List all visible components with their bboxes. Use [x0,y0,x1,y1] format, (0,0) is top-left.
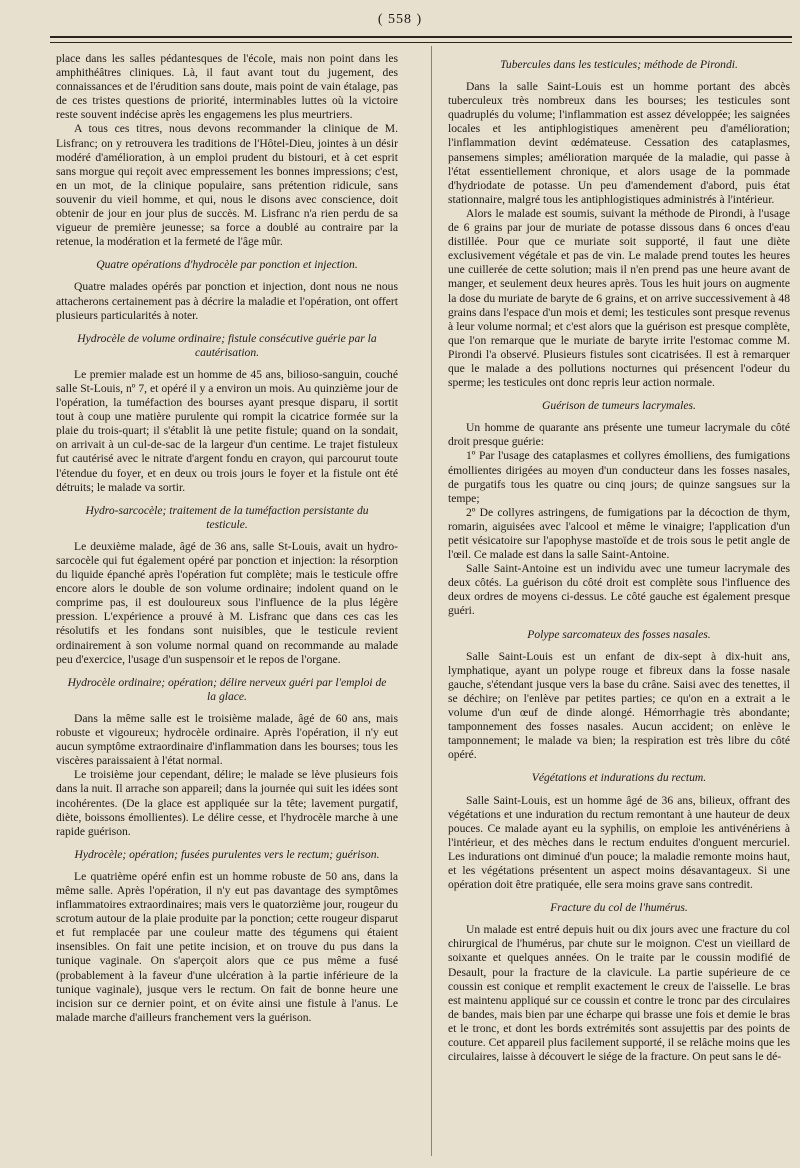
section-heading: Hydro-sarcocèle; traitement de la tuméfaction persistante du testicule. [85,503,369,531]
section-heading: Quatre opérations d'hydrocèle par ponction et injection. [96,258,358,272]
paragraph: Quatre malades opérés par ponction et injection, dont nous ne nous attacherons certainement pas à décrire la maladie et l'opération, ont offert plusieurs particularités à noter. [56,280,398,322]
paragraph: Le deuxième malade, âgé de 36 ans, salle St-Louis, avait un hydro-sarcocèle qui fut également opéré par ponction et injection: la résorption du liquide épanché après l'opération fut complète; mais le testicule offre encore alors le double de son volume ordinaire; indolent quand on le comprime pas, il est douloureux sous l'influence de la plus légère pression. L'expérience a prouvé à M. Lisfranc que dans ces cas les résolutifs et les fondans sont nuisibles, que le testicule revient ordinairement à son volume normal quand on recommande au malade peu d'exercice, l'usage d'un suspensoir et le repos de l'organe. [56,539,398,666]
paragraph: Dans la salle Saint-Louis est un homme portant des abcès tuberculeux très nombreux dans les bourses; les testicules sont quadruplés du volume; l'inflammation est assez développée; les saignées locales et les antiphlogistiques amenèrent peu d'amélioration; l'inflammation devint œdémateuse. Cessation des cataplasmes, pansemens simples; amélioration marquée de la maladie, qui passe à l'état essentiellement chronique, et alors usage de la pommade d'hydriodate de potasse. Un peu d'amendement d'abord, puis état stationnaire, malgré tous les antiphlogistiques administrés à l'intérieur. [448,80,790,206]
section-heading: Polype sarcomateux des fosses nasales. [527,627,711,641]
right-column [448,52,790,1156]
paragraph: Dans la même salle est le troisième malade, âgé de 60 ans, mais robuste et vigoureux; hydrocèle ordinaire. Après l'opération, il n'y eut aucun symptôme extraordinaire d'inflammation dans les bourses; tous les viscères paraissaient à l'état normal. [56,711,398,768]
header-rule [50,36,792,43]
paragraph: Un malade est entré depuis huit ou dix jours avec une fracture du col chirurgical de l'humérus, par chute sur le moignon. C'est un vieillard de soixante et quelques années. On le traite par le coussin modifié de Desault, pour la fracture de la clavicule. La partie supérieure de ce coussin est conique et remplit exactement le creux de l'aisselle. Le bras est maintenu appliqué sur ce coussin et contre le tronc par des circulaires de bandes, mais bien par une écharpe qui brasse une fois et demie le bras et le tronc, et dont les bords extrémités sont assujettis par des points de couture. Cet appareil plus facilement supporté, il se relâche moins que les circulaires, laisse à découvert le siége de la fracture. On peut sans le dé- [448,923,790,1064]
section-heading: Tubercules dans les testicules; méthode de Pirondi. [500,58,738,71]
section-heading: Hydrocèle de volume ordinaire; fistule consécutive guérie par la cautérisation. [77,331,377,359]
section-heading: Hydrocèle; opération; fusées purulentes vers le rectum; guérison. [74,847,380,861]
section-heading: Végétations et indurations du rectum. [531,771,707,785]
paragraph: Un homme de quarante ans présente une tumeur lacrymale du côté droit presque guérie: [448,421,790,449]
page-number: ( 558 ) [377,12,423,27]
paragraph: A tous ces titres, nous devons recommander la clinique de M. Lisfranc; on y retrouvera les traditions de l'Hôtel-Dieu, jointes à un désir modéré d'amélioration, à un emploi prudent du bistouri, et à cet esprit sans morgue qui reçoit avec empressement les bonnes impressions; c'est, en un mot, de la clinique populaire, sans prétention ridicule, sans souvenir du vieil homme, et qui, nous le disons avec conscience, doit obtenir de jour en jour plus de succès. M. Lisfranc n'a rien perdu de sa vigueur de première jeunesse; sa force a doublé au contraire par la retenue, la modération et la fermeté de l'âge mûr. [56,122,398,249]
paragraph: Alors le malade est soumis, suivant la méthode de Pirondi, à l'usage de 6 grains par jour de muriate de potasse dissous dans 6 onces d'eau distillée. Pour que ce muriate soit supporté, il faut une diète exclusivement végétale et pas de vin. Le malade prend toutes les heures une cuillerée de cette solution; mais il n'en prend pas une heure avant de manger, et seulement deux heures après. Tous les huit jours on augmente la dose du muriate de baryte de 6 grains, et on arrive successivement à 48 grains dans l'espace d'un mois et demi; les testicules sont presque revenus à leur volume normal; et c'est alors que la guérison est presque complète, que l'on remarque que le muriate de baryte irrite l'estomac comme M. Pirondi l'a observé. Plusieurs fistules sont cicatrisées. Il est à remarquer que le malade a des pollutions nocturnes qui présencent l'odeur du sperme; les testicules ont donc repris leur action normale. [448,206,790,390]
paragraph: Le premier malade est un homme de 45 ans, bilioso-sanguin, couché salle St-Louis, nº 7, et opéré il y a environ un mois. Au quinzième jour de l'opération, la tuméfaction des bourses ayant presque disparu, il sortit tout à coup une matière purulente qui rompit la cicatrice formée sur la plaie du trois-quart; il s'établit là une petite fistule; quand on la sondait, on arrivait à un cul-de-sac de la largeur d'un centime. Le trajet fistuleux fut cautérisé avec le nitrate d'argent fondu en crayon, qui parcourut toute l'étendue du foyer, et en deux ou trois jours le foyer et la fistule ont été détruits; le malade va sortir. [56,367,398,494]
paragraph: Le troisième jour cependant, délire; le malade se lève plusieurs fois dans la nuit. Il arrache son appareil; dans la journée qui suit les idées sont incohérentes. (De la glace est appliquée sur la tête; lavement purgatif, diète, boissons émollientes). Le délire cesse, et l'hydrocèle marche à une rapide guérison. [56,768,398,838]
section-heading: Hydrocèle ordinaire; opération; délire nerveux guéri par l'emploi de la glace. [67,675,387,703]
section-heading: Guérison de tumeurs lacrymales. [542,399,696,413]
paragraph: 2º De collyres astringens, de fumigations par la décoction de thym, romarin, aiguisées avec l'alcool et même le vinaigre; l'application d'un petit vésicatoire sur l'apophyse mastoïde et de trois sous le petit angle de l'œil. Ce malade est dans la salle Saint-Antoine. [448,505,790,562]
paragraph: Salle Saint-Louis est un enfant de dix-sept à dix-huit ans, lymphatique, ayant un polype rouge et fibreux dans la fosse nasale gauche, s'étendant jusque vers la base du crâne. Saisi avec des tenettes, il se déchire; on l'enlève par petites parties; ce qu'on en a extrait a le volume d'un œuf de dinde alongé. Hémorrhagie très abondante; tamponnement des fosses nasales. Aucun accident; on enlève le tamponnement; le malade va bien; la respiration est très libre du côté opéré. [448,649,790,762]
column-divider [431,46,432,1156]
paragraph: place dans les salles pédantesques de l'école, mais non point dans les amphithéâtres cliniques. Là, il faut avant tout du jugement, des connaissances et de l'érudition sans doute, mais point de vain étalage, pas de ces tristes questions de priorité, interminables luttes où la victoire reste souvent indécise après les engagemens les plus meurtriers. [56,52,398,122]
paragraph: Le quatrième opéré enfin est un homme robuste de 50 ans, dans la même salle. Après l'opération, il n'y eut pas davantage des symptômes inflammatoires extraordinaires; mais vers le quatorzième jour, rougeur du scrotum autour de la plaie produite par la ponction; cette rougeur disparut et fut remplacée par une couleur matte des tégumens qui étaient insensibles. On fait une petite incision, et on trouve du pus dans la tunique vaginale. On s'aperçoit alors que ce pus même a fusé (probablement à la faveur d'une ulcération à la partie inférieure de la tunique vaginale), jusque vers le rectum. On fait de bonne heure une incision sur ce dernier point, et on évite ainsi une fistule à l'anus. Le malade marche d'ailleurs franchement vers la guérison. [56,869,398,1024]
section-heading: Fracture du col de l'humérus. [550,901,688,915]
paragraph: Salle Saint-Louis, est un homme âgé de 36 ans, bilieux, offrant des végétations et une induration du rectum remontant à une hauteur de deux pouces. Ce malade ayant eu la syphilis, on emploie les antivénériens à l'intérieur, et des mèches dans le rectum enduites d'onguent mercuriel. Les indurations ont diminué d'un pouce; la maladie remonte moins haut, et les végétations présentent un aspect moins désavantageux. Si une opération doit être pratiquée, elle sera moins grave sans contredit. [448,793,790,892]
left-column [56,52,398,1156]
paragraph: Salle Saint-Antoine est un individu avec une tumeur lacrymale des deux côtés. La guérison du côté droit est complète sous l'influence des deux ordres de moyens ci-dessus. Le côté gauche est également presque guéri. [448,562,790,618]
paragraph: 1º Par l'usage des cataplasmes et collyres émolliens, des fumigations émollientes dirigées au moyen d'un conducteur dans les fosses nasales, de purgatifs tous les quatre ou cinq jours; de quinze sangsues sur la tempe; [448,449,790,505]
